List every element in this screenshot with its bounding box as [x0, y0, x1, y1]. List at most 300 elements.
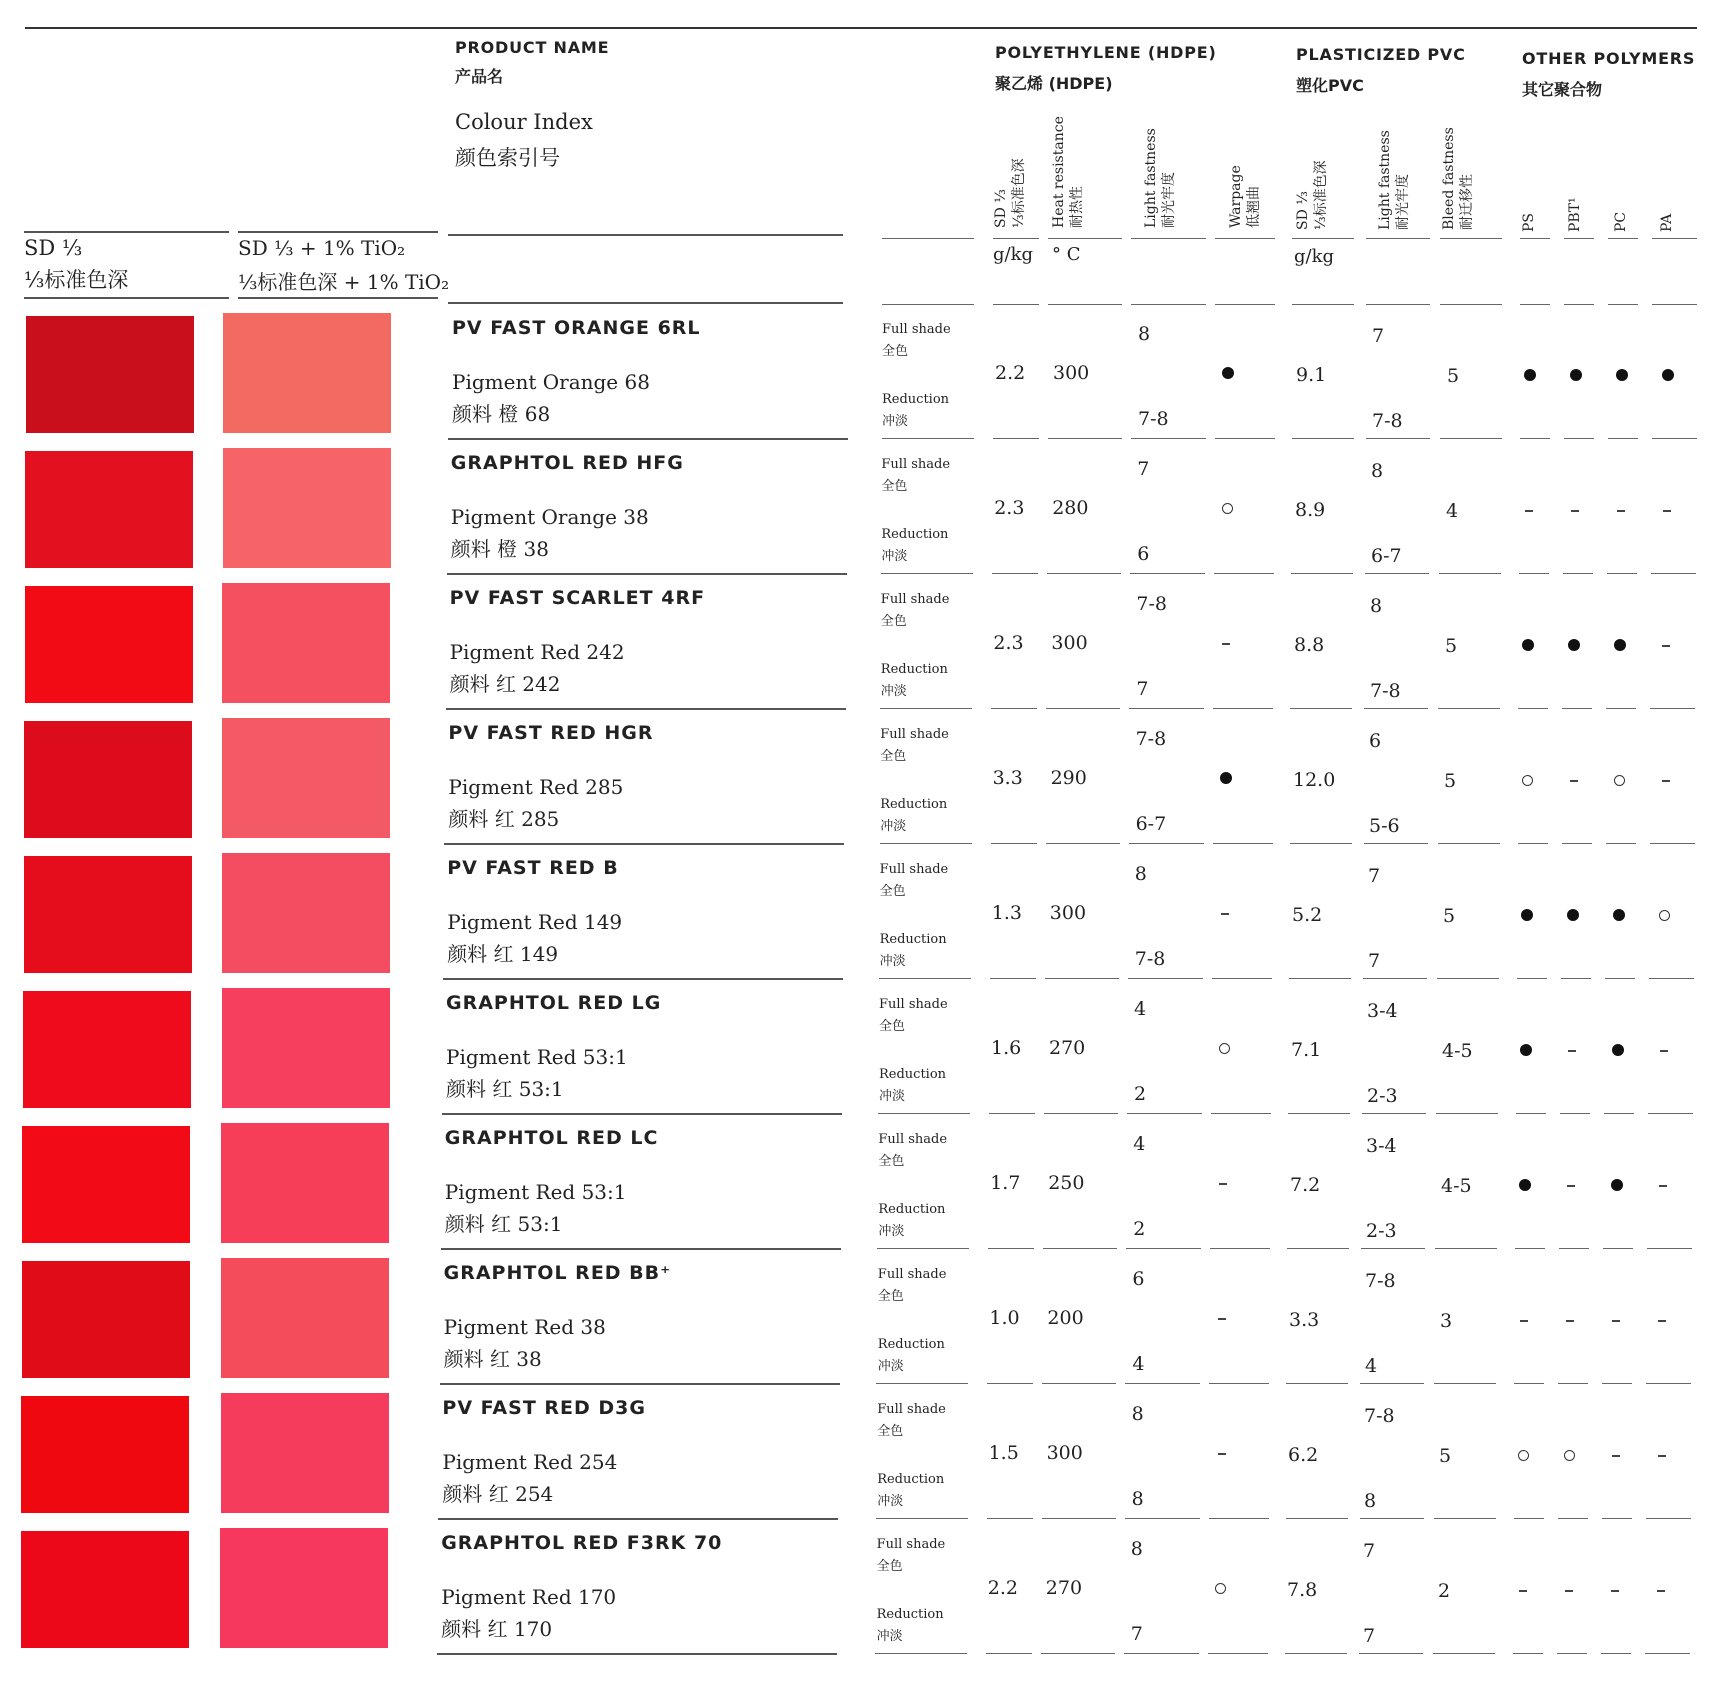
reduction-label: Reduction	[876, 1607, 944, 1622]
colour-index: Pigment Orange 68	[452, 370, 650, 394]
full-shade-label: Full shade	[880, 592, 950, 607]
hdpe-light-full-value: 7-8	[1136, 593, 1167, 615]
column-rule	[876, 1518, 968, 1519]
pvc-light-full-value: 8	[1371, 460, 1384, 482]
row-rule	[447, 573, 847, 575]
rule	[448, 234, 843, 236]
column-rule	[1440, 304, 1502, 305]
reduction-label-zh: 冲淡	[878, 1224, 905, 1239]
dash-icon	[1659, 1185, 1667, 1187]
colour-index: Pigment Orange 38	[450, 505, 649, 529]
heat-resistance-value: 300	[1053, 362, 1090, 384]
pvc-sd-value: 6.2	[1288, 1444, 1319, 1466]
pvc-sd-value: 8.8	[1294, 634, 1325, 656]
column-rule	[1208, 1653, 1268, 1654]
dash-icon	[1570, 780, 1578, 782]
column-rule	[1290, 843, 1352, 844]
column-rule	[1602, 1383, 1632, 1384]
heat-resistance-value: 300	[1049, 902, 1087, 924]
filled-dot-icon	[1220, 772, 1232, 784]
bleed-value: 5	[1439, 1445, 1452, 1467]
reduction-label: Reduction	[879, 1067, 947, 1082]
column-rule	[1520, 304, 1550, 305]
reduction-label: Reduction	[878, 1202, 946, 1217]
column-rule	[1435, 1248, 1497, 1249]
column-rule	[993, 238, 1039, 239]
bleed-value: 4-5	[1442, 1040, 1473, 1062]
colour-index-zh: 颜料 红 149	[447, 942, 559, 966]
swatch-sd	[22, 1126, 190, 1243]
pvc-light-reduction-value: 8	[1364, 1490, 1377, 1512]
pvc-sd-value: 7.8	[1287, 1579, 1318, 1601]
col-hdpe-light-fastness: Light fastness 耐光牢度	[1143, 128, 1177, 228]
swatch-sd-tio2	[221, 1123, 389, 1243]
column-rule	[1130, 573, 1205, 574]
pvc-sd-value: 9.1	[1296, 364, 1327, 386]
colour-index-header: Colour Index	[455, 110, 593, 134]
column-rule	[1558, 1518, 1588, 1519]
product-name-header-zh: 产品名	[455, 67, 504, 86]
hdpe-light-full-value: 7	[1137, 458, 1150, 480]
column-rule	[878, 1113, 970, 1114]
colour-index: Pigment Red 254	[442, 1450, 618, 1474]
hdpe-light-reduction-value: 4	[1132, 1353, 1145, 1375]
column-rule	[990, 978, 1036, 979]
pvc-sd-value: 8.9	[1295, 499, 1326, 521]
dash-icon	[1663, 510, 1671, 512]
colour-index: Pigment Red 242	[449, 640, 625, 664]
hdpe-sd-value: 2.3	[994, 497, 1025, 519]
hdpe-light-reduction-value: 2	[1134, 1083, 1147, 1105]
column-rule	[1290, 708, 1352, 709]
colour-index-zh: 颜料 红 53:1	[444, 1212, 563, 1236]
full-shade-label-zh: 全色	[877, 1424, 904, 1439]
full-shade-label: Full shade	[881, 457, 951, 472]
column-rule	[1362, 1113, 1426, 1114]
unit-gkg-pvc: g/kg	[1294, 246, 1335, 267]
hdpe-light-full-value: 8	[1131, 1403, 1144, 1425]
full-shade-label-zh: 全色	[879, 1019, 906, 1034]
column-rule	[1042, 1383, 1116, 1384]
column-rule	[1364, 843, 1428, 844]
swatch-sd-tio2	[222, 988, 390, 1108]
sd-tio2-header: SD ⅓ + 1% TiO₂	[238, 236, 406, 260]
product-name: PV FAST SCARLET 4RF	[449, 587, 706, 609]
column-rule	[1043, 1248, 1117, 1249]
column-rule	[987, 1518, 1033, 1519]
col-pc: PC	[1613, 211, 1629, 232]
bleed-value: 5	[1443, 905, 1456, 927]
column-rule	[1434, 1383, 1496, 1384]
column-rule	[1042, 1518, 1116, 1519]
column-rule	[1125, 1518, 1200, 1519]
open-circle-icon	[1659, 910, 1670, 921]
dash-icon	[1567, 1185, 1575, 1187]
column-rule	[1124, 1653, 1199, 1654]
hdpe-sd-value: 1.3	[991, 902, 1023, 924]
bleed-value: 5	[1445, 635, 1458, 657]
colour-index-zh: 颜料 红 38	[443, 1347, 542, 1371]
product-name: GRAPHTOL RED LG	[446, 992, 662, 1014]
full-shade-label-zh: 全色	[877, 1289, 904, 1304]
swatch-sd-tio2	[222, 718, 390, 838]
column-rule	[1287, 1248, 1349, 1249]
colour-index: Pigment Red 149	[447, 910, 623, 934]
column-rule	[1047, 573, 1121, 574]
row-rule	[440, 1383, 840, 1385]
column-rule	[1359, 1653, 1423, 1654]
pvc-sd-value: 7.1	[1291, 1039, 1322, 1061]
column-rule	[1044, 1113, 1118, 1114]
dash-icon	[1222, 643, 1230, 645]
heat-resistance-value: 290	[1050, 767, 1087, 789]
product-name: PV FAST RED HGR	[448, 722, 654, 744]
column-rule	[882, 304, 974, 305]
column-rule	[1131, 304, 1206, 305]
swatch-sd	[24, 721, 192, 838]
product-name: GRAPHTOL RED F3RK 70	[441, 1532, 723, 1554]
column-rule	[1046, 843, 1120, 844]
filled-dot-icon	[1519, 1179, 1531, 1191]
column-rule	[1364, 708, 1428, 709]
full-shade-label-zh: 全色	[880, 749, 907, 764]
dash-icon	[1658, 1455, 1666, 1457]
pvc-sd-value: 12.0	[1293, 769, 1336, 791]
column-rule	[1559, 1248, 1589, 1249]
rule	[448, 302, 843, 304]
open-circle-icon	[1222, 503, 1233, 514]
open-circle-icon	[1215, 1583, 1226, 1594]
rule	[238, 297, 438, 299]
column-rule	[1608, 304, 1638, 305]
swatch-sd-tio2	[222, 853, 390, 973]
bleed-value: 3	[1440, 1310, 1453, 1332]
product-name: PV FAST ORANGE 6RL	[452, 317, 701, 339]
column-rule	[1291, 573, 1353, 574]
column-rule	[1210, 1248, 1270, 1249]
dash-icon	[1571, 510, 1579, 512]
filled-dot-icon	[1612, 1044, 1624, 1056]
colour-index-zh: 颜料 红 254	[442, 1482, 554, 1506]
hdpe-sd-value: 1.5	[988, 1442, 1019, 1464]
pvc-light-reduction-value: 7-8	[1370, 680, 1401, 702]
column-rule	[880, 843, 972, 844]
hdpe-light-full-value: 7-8	[1135, 728, 1167, 750]
column-rule	[1514, 1383, 1544, 1384]
heat-resistance-value: 270	[1049, 1037, 1086, 1059]
column-rule	[1126, 1248, 1201, 1249]
column-rule	[1560, 1113, 1590, 1114]
col-pvc-sd: SD ⅓ ⅓标准色深	[1295, 160, 1329, 230]
column-rule	[988, 1248, 1034, 1249]
column-rule	[1214, 573, 1274, 574]
dash-icon	[1662, 780, 1670, 782]
colour-index-zh: 颜料 红 170	[441, 1617, 553, 1641]
swatch-sd-tio2	[221, 1393, 389, 1513]
colour-index-zh: 颜料 橙 38	[450, 537, 549, 561]
reduction-label: Reduction	[877, 1472, 945, 1487]
pvc-light-full-value: 3-4	[1366, 1135, 1397, 1157]
pvc-light-reduction-value: 7-8	[1372, 410, 1403, 432]
column-rule	[1518, 843, 1548, 844]
colour-index-zh: 颜料 橙 68	[452, 402, 551, 426]
column-rule	[1558, 1383, 1588, 1384]
product-name-header: PRODUCT NAME	[455, 38, 610, 57]
column-rule	[1652, 438, 1697, 439]
bleed-value: 5	[1444, 770, 1457, 792]
pvc-header: PLASTICIZED PVC	[1296, 45, 1466, 64]
product-name: GRAPHTOL RED BB⁺	[443, 1262, 672, 1284]
pvc-light-full-value: 7-8	[1365, 1270, 1396, 1292]
hdpe-sd-value: 2.2	[987, 1577, 1019, 1599]
column-rule	[880, 708, 972, 709]
swatch-sd	[23, 991, 191, 1108]
bleed-value: 2	[1438, 1580, 1451, 1602]
column-rule	[1561, 978, 1591, 979]
colour-index: Pigment Red 170	[441, 1585, 617, 1609]
col-bleed-fastness: Bleed fastness 耐迁移性	[1441, 127, 1475, 230]
open-circle-icon	[1564, 1450, 1575, 1461]
column-rule	[1434, 1518, 1496, 1519]
heat-resistance-value: 200	[1047, 1307, 1084, 1329]
column-rule	[1649, 978, 1694, 979]
dash-icon	[1612, 1455, 1620, 1457]
dash-icon	[1219, 1183, 1227, 1185]
col-ps: PS	[1521, 212, 1537, 232]
column-rule	[1603, 1248, 1633, 1249]
reduction-label-zh: 冲淡	[879, 954, 906, 969]
column-rule	[1363, 978, 1427, 979]
full-shade-label-zh: 全色	[879, 884, 906, 899]
dash-icon	[1519, 1590, 1527, 1592]
dash-icon	[1612, 1320, 1620, 1322]
column-rule	[991, 708, 1037, 709]
filled-dot-icon	[1567, 909, 1579, 921]
full-shade-label-zh: 全色	[878, 1154, 905, 1169]
pvc-light-full-value: 7-8	[1364, 1405, 1395, 1427]
reduction-label: Reduction	[882, 392, 950, 407]
hdpe-light-full-value: 6	[1132, 1268, 1145, 1290]
bleed-value: 4-5	[1441, 1175, 1472, 1197]
swatch-sd-tio2	[223, 448, 391, 568]
row-rule	[444, 843, 844, 845]
reduction-label: Reduction	[880, 797, 948, 812]
unit-gkg: g/kg	[993, 244, 1034, 265]
column-rule	[882, 438, 974, 439]
column-rule	[986, 1653, 1032, 1654]
column-rule	[991, 843, 1037, 844]
dash-icon	[1568, 1050, 1576, 1052]
column-rule	[1215, 238, 1275, 239]
open-circle-icon	[1518, 1450, 1529, 1461]
rule	[238, 231, 438, 233]
column-rule	[1360, 1383, 1424, 1384]
swatch-sd	[21, 1531, 189, 1648]
heat-resistance-value: 280	[1052, 497, 1089, 519]
filled-dot-icon	[1614, 639, 1626, 651]
other-polymers-header-zh: 其它聚合物	[1522, 80, 1603, 99]
dash-icon	[1565, 1590, 1573, 1592]
full-shade-label-zh: 全色	[881, 479, 908, 494]
full-shade-label: Full shade	[879, 997, 948, 1012]
column-rule	[1433, 1653, 1495, 1654]
column-rule	[1127, 1113, 1202, 1114]
swatch-sd-tio2	[220, 1528, 388, 1648]
column-rule	[1436, 1113, 1498, 1114]
column-rule	[1131, 238, 1206, 239]
dash-icon	[1658, 1320, 1666, 1322]
full-shade-label: Full shade	[877, 1267, 947, 1282]
column-rule	[1438, 843, 1500, 844]
column-rule	[1564, 238, 1594, 239]
column-rule	[1131, 438, 1206, 439]
reduction-label: Reduction	[881, 527, 949, 542]
pvc-light-full-value: 7	[1363, 1540, 1376, 1562]
pvc-light-reduction-value: 2-3	[1366, 1220, 1397, 1242]
column-rule	[1564, 304, 1594, 305]
column-rule	[1366, 238, 1430, 239]
column-rule	[989, 1113, 1035, 1114]
column-rule	[1515, 1248, 1545, 1249]
reduction-label-zh: 冲淡	[877, 1494, 904, 1509]
column-rule	[1652, 238, 1697, 239]
column-rule	[1212, 978, 1272, 979]
pvc-sd-value: 3.3	[1289, 1309, 1320, 1331]
heat-resistance-value: 300	[1051, 632, 1088, 654]
column-rule	[1650, 843, 1695, 844]
swatch-sd	[25, 586, 193, 703]
hdpe-light-reduction-value: 8	[1131, 1488, 1144, 1510]
reduction-label: Reduction	[879, 932, 947, 947]
full-shade-label: Full shade	[877, 1402, 946, 1417]
column-rule	[993, 304, 1039, 305]
row-rule	[437, 1653, 837, 1655]
colour-index: Pigment Red 285	[448, 775, 624, 799]
filled-dot-icon	[1613, 909, 1625, 921]
pvc-light-full-value: 8	[1370, 595, 1383, 617]
swatch-sd-tio2	[221, 1258, 389, 1378]
column-rule	[1285, 1653, 1347, 1654]
hdpe-light-reduction-value: 7-8	[1134, 948, 1166, 970]
pvc-light-reduction-value: 7	[1368, 950, 1381, 972]
full-shade-label-zh: 全色	[880, 614, 907, 629]
hdpe-light-full-value: 4	[1134, 998, 1147, 1020]
row-rule	[446, 708, 846, 710]
hdpe-sd-value: 1.0	[989, 1307, 1020, 1329]
hdpe-light-reduction-value: 6	[1137, 543, 1150, 565]
column-rule	[1286, 1518, 1348, 1519]
colour-index-header-zh: 颜色索引号	[455, 146, 560, 170]
row-rule	[438, 1518, 838, 1520]
col-warpage: Warpage 低翘曲	[1228, 165, 1262, 228]
pvc-light-reduction-value: 5-6	[1369, 815, 1400, 837]
pvc-light-full-value: 6	[1369, 730, 1382, 752]
colour-index-zh: 颜料 红 53:1	[446, 1077, 564, 1101]
column-rule	[1646, 1383, 1691, 1384]
column-rule	[1292, 238, 1354, 239]
column-rule	[1213, 843, 1273, 844]
unit-celsius: ° C	[1052, 244, 1081, 265]
hdpe-light-full-value: 8	[1138, 323, 1151, 345]
column-rule	[1564, 438, 1594, 439]
column-rule	[1646, 1518, 1691, 1519]
full-shade-label-zh: 全色	[876, 1559, 903, 1574]
column-rule	[879, 978, 971, 979]
column-rule	[1608, 438, 1638, 439]
column-rule	[1048, 304, 1122, 305]
open-circle-icon	[1522, 775, 1533, 786]
column-rule	[1606, 843, 1636, 844]
column-rule	[1439, 573, 1501, 574]
filled-dot-icon	[1611, 1179, 1623, 1191]
column-rule	[1440, 238, 1502, 239]
dash-icon	[1525, 510, 1533, 512]
filled-dot-icon	[1662, 369, 1674, 381]
column-rule	[1213, 708, 1273, 709]
column-rule	[1520, 438, 1550, 439]
sd-header-zh: ⅓标准色深	[24, 268, 129, 292]
bleed-value: 4	[1446, 500, 1459, 522]
column-rule	[1438, 708, 1500, 709]
hdpe-light-full-value: 8	[1134, 863, 1147, 885]
product-name: PV FAST RED B	[447, 857, 619, 879]
column-rule	[1041, 1653, 1115, 1654]
column-rule	[1129, 708, 1204, 709]
filled-dot-icon	[1522, 639, 1534, 651]
swatch-sd	[21, 1396, 189, 1513]
column-rule	[1650, 708, 1695, 709]
column-rule	[1607, 573, 1637, 574]
row-rule	[443, 978, 843, 980]
column-rule	[1215, 438, 1275, 439]
filled-dot-icon	[1521, 909, 1533, 921]
hdpe-sd-value: 1.6	[991, 1037, 1022, 1059]
column-rule	[1437, 978, 1499, 979]
column-rule	[875, 1653, 967, 1654]
column-rule	[881, 573, 973, 574]
hdpe-sd-value: 3.3	[992, 767, 1023, 789]
sd-tio2-header-zh: ⅓标准色深 + 1% TiO₂	[238, 270, 450, 294]
column-rule	[987, 1383, 1033, 1384]
column-rule	[1645, 1653, 1690, 1654]
column-rule	[1215, 304, 1275, 305]
pvc-sd-value: 5.2	[1292, 904, 1323, 926]
column-rule	[1518, 708, 1548, 709]
column-rule	[1601, 1653, 1631, 1654]
pvc-light-reduction-value: 2-3	[1367, 1085, 1398, 1107]
bleed-value: 5	[1447, 365, 1460, 387]
open-circle-icon	[1614, 775, 1625, 786]
column-rule	[882, 238, 974, 239]
column-rule	[1211, 1113, 1271, 1114]
filled-dot-icon	[1222, 367, 1234, 379]
column-rule	[1563, 573, 1593, 574]
column-rule	[1602, 1518, 1632, 1519]
column-rule	[1604, 1113, 1634, 1114]
column-rule	[1562, 843, 1592, 844]
reduction-label-zh: 冲淡	[880, 684, 907, 699]
hdpe-light-full-value: 4	[1133, 1133, 1146, 1155]
filled-dot-icon	[1524, 369, 1536, 381]
dash-icon	[1221, 913, 1229, 915]
reduction-label-zh: 冲淡	[876, 1629, 903, 1644]
column-rule	[1360, 1518, 1424, 1519]
col-hdpe-sd: SD ⅓ ⅓标准色深	[993, 158, 1027, 228]
swatch-sd	[22, 1261, 190, 1378]
product-name: PV FAST RED D3G	[442, 1397, 646, 1419]
filled-dot-icon	[1616, 369, 1628, 381]
column-rule	[1048, 438, 1122, 439]
